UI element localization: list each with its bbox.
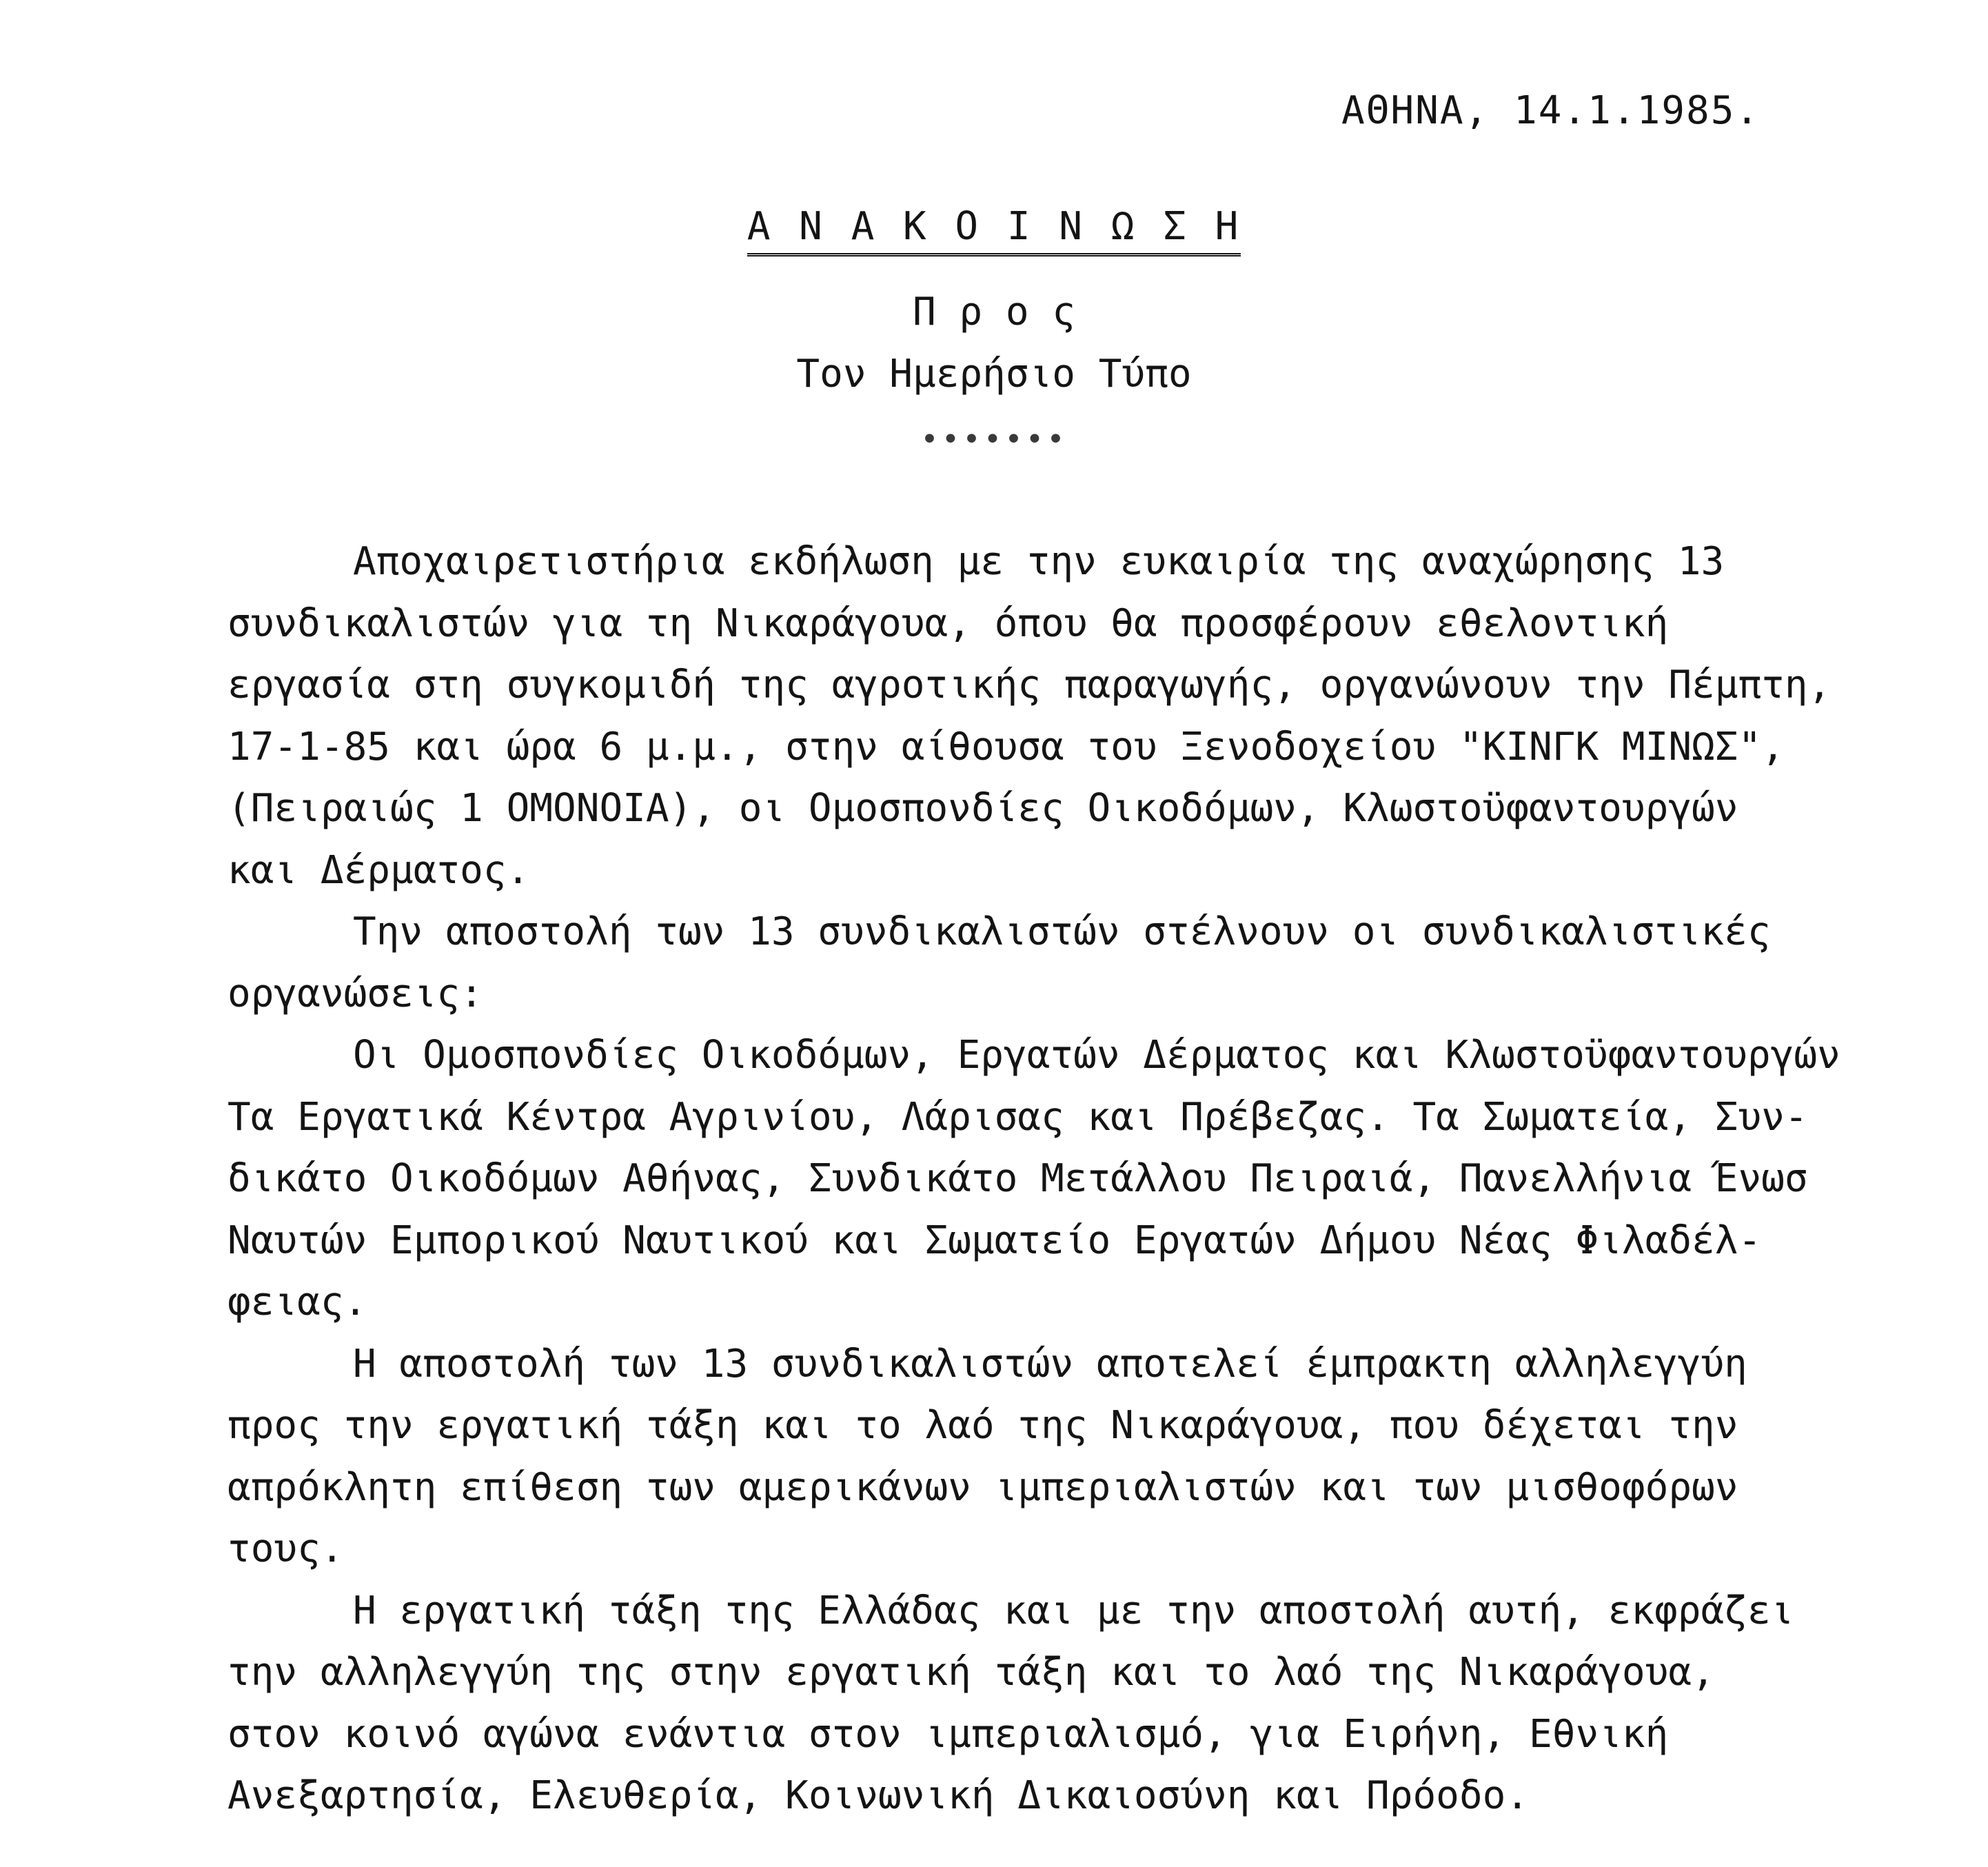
body-line: Η εργατική τάξη της Ελλάδας και με την αποστολή αυτή, εκφράζει [353,1588,1794,1633]
body-line: δικάτο Οικοδόμων Αθήνας, Συνδικάτο Μετάλλου Πειραιά, Πανελλήνια Ένωσ [227,1156,1808,1201]
body-line: (Πειραιώς 1 ΟΜΟΝΟΙΑ), οι Ομοσπονδίες Οικοδόμων, Κλωστοϋφαντουργών [227,786,1738,831]
separator-dots: ••••••• [920,422,1068,457]
body-line: οργανώσεις: [227,971,483,1016]
body-line: Ναυτών Εμπορικού Ναυτικού και Σωματείο Εργατών Δήμου Νέας Φιλαδέλ- [227,1218,1762,1263]
body-line: φειας. [227,1280,367,1324]
addressee: Τον Ημερήσιο Τύπο [796,352,1192,396]
body-line: στον κοινό αγώνα ενάντια στον ιμπεριαλισμό, για Ειρήνη, Εθνική [227,1711,1669,1757]
body-line: Ανεξαρτησία, Ελευθερία, Κοινωνική Δικαιοσύνη και Πρόοδο. [227,1773,1530,1818]
body-line: και Δέρματος. [227,847,530,893]
body-text [227,531,1988,1827]
body-line: απρόκλητη επίθεση των αμερικάνων ιμπεριαλιστών και των μισθοφόρων [227,1464,1738,1510]
addressee-prefix: Π ρ ο ς [912,290,1075,334]
body-line: Η αποστολή των 13 συνδικαλιστών αποτελεί έμπρακτη αλληλεγγύη [353,1341,1747,1386]
body-line: Τα Εργατικά Κέντρα Αγρινίου, Λάρισας και Πρέβεζας. Τα Σωματεία, Συν- [227,1094,1808,1140]
document-title [0,204,1988,249]
body-line: την αλληλεγγύη της στην εργατική τάξη και το λαό της Νικαράγουα, [227,1650,1715,1695]
document-title-text: Α Ν Α Κ Ο Ι Ν Ω Σ Η [747,204,1241,256]
body-line: Την αποστολή των 13 συνδικαλιστών στέλνουν οι συνδικαλιστικές [353,909,1771,954]
body-line: εργασία στη συγκομιδή της αγροτικής παραγωγής, οργανώνουν την Πέμπτη, [227,663,1832,707]
body-line: Οι Ομοσπονδίες Οικοδόμων, Εργατών Δέρματος και Κλωστοϋφαντουργών [353,1033,1840,1078]
body-line: 17-1-85 και ώρα 6 μ.μ., στην αίθουσα του Ξενοδοχείου "ΚΙΝΓΚ ΜΙΝΩΣ", [227,724,1785,769]
dateline: ΑΘΗΝΑ, 14.1.1985. [1341,88,1761,133]
body-line: συνδικαλιστών για τη Νικαράγουα, όπου θα προσφέρουν εθελοντική [227,601,1669,646]
body-line: τους. [227,1526,344,1571]
body-line: προς την εργατική τάξη και το λαό της Νικαράγουα, που δέχεται την [227,1403,1738,1448]
body-line: Αποχαιρετιστήρια εκδήλωση με την ευκαιρία της αναχώρησης 13 [353,539,1725,584]
